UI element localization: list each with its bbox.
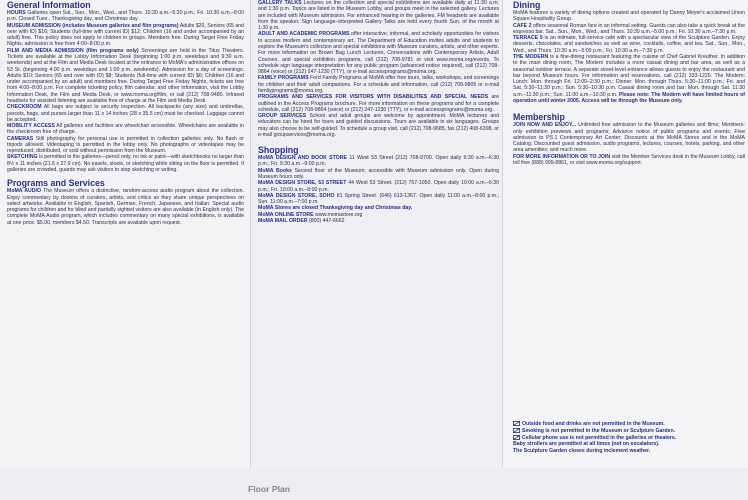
note-cellphone-text: Cellular phone use is not permitted in the galleries or theaters. <box>522 434 677 441</box>
programs-heading: Programs and Services <box>7 178 105 189</box>
books-label: MoMA Books <box>258 167 292 174</box>
cameras-label: CAMERAS <box>7 135 34 142</box>
terrace-text: is an intimate, full-service café with a spectacular view of the Sculpture Garden. Enjoy desserts, chocolates, and sandwiches as well as wine, cocktails, coffee, and tea. Sat., Sun., Mon., Wed., and Thurs. 10:30 a.m.–5:00 p.m.; Fri. 10:30 a.m.–7:30 p.m. <box>513 35 745 54</box>
modern-text: is a fine-dining restaurant featuring the cuisine of Chef Gabriel Kreuther. In addition to the main dining room, The Modern includes a more casual dining and bar area, as well as a seasonal outdoor terrace. A separate street-level entrance allows guests to enjoy the restaurant and bar beyond Museum hours. For information and reservations, call (212) 333-1220. The Modern: Lunch: Mon. through Fri. 12:00–2:30 p.m.; Dinner: Mon. through Thurs. 5:30–11:00 p.m.; Fri. and Sat. 5:30–11:30 p.m.; Sun. 5:30–10:30 p.m. Casual dining room and bar: Mon. through Sat. 11:30 a.m.–11:30 p.m.; Sun. 11:00 a.m.–10:30 p.m. <box>513 53 745 98</box>
mail-text: (800) 447-6662 <box>309 218 345 224</box>
group-label: GROUP SERVICES <box>258 113 307 120</box>
join-text: Unlimited free admission to the Museum galleries and films; Members-only exhibition previews and programs; Advance notice of public programs and events; Free admission to PS.1 Contemporary Art Center; Discounts at the MoMA Stores and in the MoMA Catalog; Discounted guest admission, audio programs, lectures, courses, hotels, parking, and other area amenities; and much more. <box>513 122 745 154</box>
family-label: FAMILY PROGRAMS <box>258 75 309 82</box>
general-info-panel <box>0 0 250 468</box>
online-text: www.momastore.org <box>315 211 363 218</box>
checkroom-paragraph <box>7 104 244 123</box>
mobility-paragraph <box>7 123 244 136</box>
checkroom-text: All bags are subject to security inspection. All backpacks (any size) and umbrellas, parcels, bags, and purses larger than 11 x 14 inches (28 x 35.5 cm) must be checked. Luggage cannot be accepted. <box>7 104 244 123</box>
floor-plan-label: Floor Plan <box>248 484 291 494</box>
sketching-text: is permitted in the galleries—pencil only, no ink or paint—with sketchbooks no larger than 8½ x 11 inches (21.6 x 27.9 cm). No easels, stools, or sketching while sitting on the floor is permitted. If galleries are crowded, guards may ask visitors to stop sketching or writing. <box>7 154 244 174</box>
audio-text: The Museum offers a distinctive, random-access audio program about the collection. Enjoy commentary by dozens of curators, artists, and critics as they share unique perspectives on select artworks. Available in English, Spanish, German, French, Japanese, and Italian. Special audio programs for children and for blind and partially sighted visitors are also available (in English only). The complete MoMA Audio program, which includes commentary on many special exhibitions, is available at one price. $5.00, members $4.50. Transcripts are available upon request. <box>7 188 244 226</box>
hours-paragraph <box>7 10 244 23</box>
join-paragraph <box>513 122 745 153</box>
adult-label: ADULT AND ACADEMIC PROGRAMS <box>258 31 350 38</box>
design53-label: MoMA DESIGN STORE, 53 STREET <box>258 180 347 187</box>
programs-column <box>258 0 499 224</box>
design53-paragraph <box>258 180 499 193</box>
mail-paragraph <box>258 218 499 224</box>
join-label: JOIN NOW AND ENJOY... <box>513 122 577 129</box>
checkroom-label: CHECKROOM <box>7 104 42 111</box>
member-info-label: FOR MORE INFORMATION OR TO JOIN <box>513 153 611 160</box>
dining-panel <box>502 0 748 468</box>
note-food-text: Outside food and drinks are not permitted in the Museum. <box>522 421 665 427</box>
general-info-heading: General Information <box>7 0 91 10</box>
note-garden <box>513 448 745 455</box>
note-garden-text: The Sculpture Garden closes during inclement weather. <box>513 448 651 455</box>
modern-label: THE MODERN <box>513 53 549 60</box>
note-smoking <box>513 428 745 435</box>
group-paragraph <box>258 113 499 138</box>
film-label: FILM AND MEDIA ADMISSION (film programs only) <box>7 47 139 54</box>
group-text: School and adult groups are welcome by appointment. MoMA lecturers and educators can be hired for tours and guided discussions. Tours are available in six languages. Groups may also choose to be self-guided. To schedule a group visit, call (212) 708-9685, fax (212) 408-6398, or e-mail groupservices@moma.org. <box>258 113 499 138</box>
no-food-icon <box>513 421 520 426</box>
note-smoking-text: Smoking is not permitted in the Museum or Sculpture Garden. <box>522 427 676 434</box>
note-cellphone <box>513 435 745 442</box>
disabilities-text: are outlined in the Access Programs brochure. For more information on these programs and for a complete schedule, call (212) 708-9864 (voice) or (212) 247-1230 (TTY), or e-mail accessprograms@moma.org. <box>258 94 499 113</box>
adult-paragraph <box>258 31 499 75</box>
mobility-text: All galleries and facilities are wheelchair accessible. Wheelchairs are available in the checkroom free of charge. <box>7 123 244 136</box>
disabilities-label: PROGRAMS AND SERVICES FOR VISITORS WITH DISABILITIES AND SPECIAL NEEDS <box>258 94 489 101</box>
talks-paragraph <box>258 0 499 31</box>
family-paragraph <box>258 75 499 94</box>
audio-label: MoMA AUDIO <box>7 188 42 195</box>
membership-heading: Membership <box>513 112 565 123</box>
soho-paragraph <box>258 193 499 206</box>
talks-label: GALLERY TALKS <box>258 0 302 6</box>
family-text: Ford Family Programs at MoMA offer free tours, talks, workshops, and screenings for children and their adult companions. For a schedule and information, call (212) 708-9805 or e-mail familyprograms@moma.org. <box>258 75 499 94</box>
cameras-paragraph <box>7 136 244 155</box>
dining-intro: MoMA features a variety of dining options created and operated by Danny Meyer's acclaimed Union Square Hospitality Group. <box>513 10 745 23</box>
adult-text: offer interactive, informal, and scholarly opportunities for visitors to access modern and contemporary art. The Department of Education invites adults and students to explore the Museum's collection and special exhibitions with Museum curators, artists, and other experts. For more information on Brown Bag Lunch Lectures, Conversations with Contemporary Artists, Adult Courses, and special exhibition programs, call (212) 708-9781 or visit www.moma.org/events. To schedule sign language interpretation for any public program (advanced notice required), call (212) 708-9864 (voice) or (212) 247-1230 (TTY), or e-mail accessprograms@moma.org. <box>258 31 499 76</box>
no-cellphone-icon <box>513 435 520 440</box>
admission-paragraph <box>7 23 244 48</box>
note-strollers <box>513 441 745 448</box>
cafe2-label: CAFE 2 <box>513 22 532 29</box>
soho-text: 81 Spring Street. (646) 613-1367. Open daily 11:00 a.m.–8:00 p.m.; Sun. 11:00 a.m.–7:00 p.m. <box>258 192 499 206</box>
cafe2-paragraph <box>513 23 745 36</box>
member-info-paragraph <box>513 154 745 167</box>
note-food <box>513 421 745 428</box>
stores-closed-note: MoMA Stores are closed Thanksgiving day and Christmas day. <box>258 205 413 212</box>
no-smoking-icon <box>513 428 520 433</box>
note-strollers-text: Baby strollers are permitted at all times (not on escalators). <box>513 441 660 448</box>
terrace-label: TERRACE 5 <box>513 35 543 42</box>
books-paragraph <box>258 168 499 181</box>
online-label: MoMA ONLINE STORE <box>258 211 314 218</box>
terrace-paragraph <box>513 35 745 54</box>
dining-column <box>513 0 745 166</box>
film-paragraph <box>7 48 244 105</box>
sketching-paragraph <box>7 154 244 173</box>
store-label: MoMA DESIGN AND BOOK STORE <box>258 155 347 162</box>
admission-label: MUSEUM ADMISSION (includes Museum galleries and film programs) <box>7 22 179 29</box>
modern-paragraph <box>513 54 745 104</box>
hours-label: HOURS <box>7 10 26 16</box>
mail-label: MoMA MAIL ORDER <box>258 218 308 224</box>
shopping-heading: Shopping <box>258 145 299 156</box>
soho-label: MoMA DESIGN STORE, SOHO <box>258 192 335 199</box>
cameras-text: Still photography for personal use is permitted in collection galleries only. No flash or tripods allowed. Videotaping is permitted in the lobby only. No photographs or videotapes may be reproduced, distributed, or sold without permission from the Museum. <box>7 135 244 155</box>
member-info-text: visit the Member Services desk in the Museum Lobby, call toll free (888) 999-8861, or visit www.moma.org/support. <box>513 153 745 166</box>
cafe2-text: offers seasonal Roman fare in an informal setting. Guests can also take a quick break at the espresso bar. Sat., Sun., Mon., Wed., and Thurs. 10:30 a.m.–5:00 p.m.; Fri. 10:30 a.m.–7:30 p.m. <box>513 22 745 35</box>
sketching-label: SKETCHING <box>7 154 38 161</box>
talks-text: Lectures on the collection and special exhibitions are available daily at 11:30 a.m. and 1:30 p.m. Topics are listed in the Museum Lobby, and groups meet in the selected gallery. Lectures are included with Museum admission. For enhanced hearing in the galleries, FM headsets are available from the speaker. Sign language–interpreted Gallery Talks are held every fourth Sun. of the month at 1:30 p.m. <box>258 0 499 32</box>
books-text: Second floor of the Museum; accessible with Museum admission only. Open during Museum hours only. <box>258 167 499 181</box>
visitor-notes <box>513 421 745 455</box>
audio-paragraph <box>7 188 244 226</box>
hours-text: Galleries open Sat., Sun., Mon., Wed., and Thurs. 10:30 a.m.–5:30 p.m.; Fri. 10:30 a.m.–8:00 p.m. Closed Tues., Thanksgiving day, and Christmas day. <box>7 10 244 23</box>
general-info-column <box>7 0 244 226</box>
admission-text: Adults $20, Seniors (65 and over with ID) $16; Students (full-time with current ID) $12; Children (16 and under accompanied by an adult) free. This policy does not apply to children in groups. Members free. During Target Free Friday Nights, admission is free from 4:00–8:00 p.m. <box>7 22 244 48</box>
store-paragraph <box>258 155 499 168</box>
programs-panel <box>250 0 503 468</box>
design53-text: 44 West 53 Street. (212) 767-1050. Open daily 10:00 a.m.–6:30 p.m.; Fri. 10:00 a.m.–8:00 p.m. <box>258 180 499 193</box>
modern-note: Please note: The Modern will have limited hours of operation until winter 2005. Access will be through the Museum only. <box>513 91 745 104</box>
store-text: 11 West 53 Street (212) 708-9700. Open daily 9:30 a.m.–6:30 p.m.; Fri. 9:30 a.m.–9:00 p.m. <box>258 155 500 168</box>
dining-heading: Dining <box>513 0 541 10</box>
film-text: Screenings are held in the Titus Theaters. Tickets are available at the Lobby Information Desk (beginning 1:00 p.m. weekdays and 9:30 a.m. weekends) and at the Film and Media Desk located at the entrance to MoMA's administrative offices on 53 St. (beginning 4:00 p.m. weekdays and 1:00 p.m. weekends). Admission for a day of screenings: Adults $10; Seniors (65 and over with ID) $8; Students (full-time with current ID) $6; Children (16 and under accompanied by an adult) and members free. During Target Free Friday Nights, tickets are free from 4:00–8:00 p.m. For complete ticketing policy, film calendar, and other information, visit the Lobby Information Desk, the Film and Media Desk, or www.moma.org/film, or call (212) 708-9480. Infrared headsets for assisted listening are available free of charge at the Film and Media Desk. <box>7 47 244 104</box>
disabilities-paragraph <box>258 94 499 113</box>
mobility-label: MOBILITY ACCESS <box>7 123 55 130</box>
